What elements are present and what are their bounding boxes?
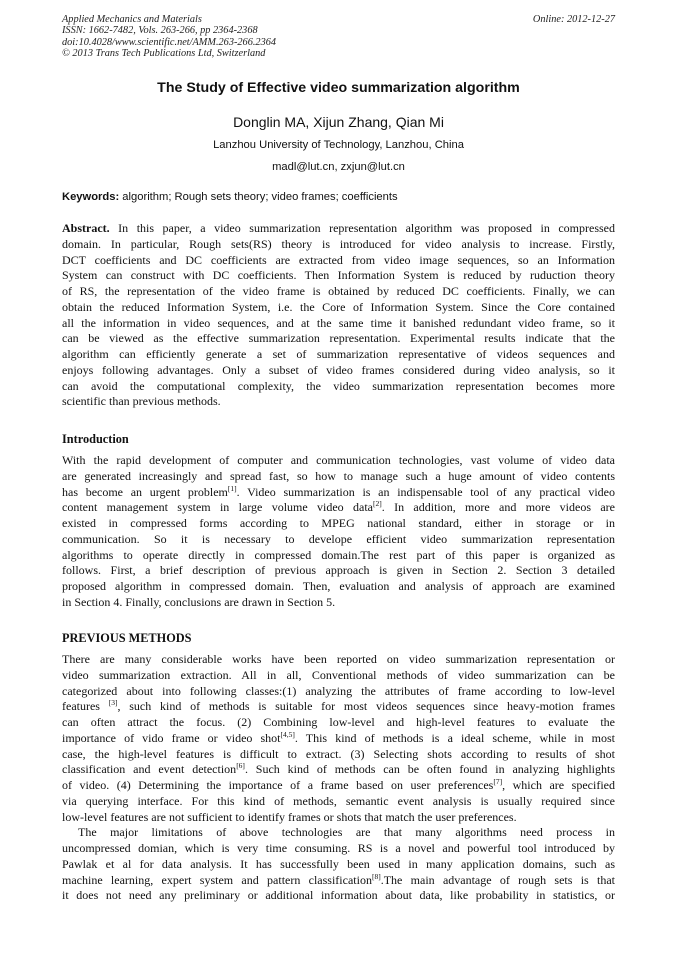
abstract-line: all the information in video sequences, and at the same time it banished redundant video frame, so it xyxy=(62,315,615,330)
abstract-line: System can construct with DC coefficients. Then Information System is reduced by ruduction theory xyxy=(62,268,615,283)
prev-line: classification and event detection[6]. Such kind of methods can be often found in analyzing highlights xyxy=(62,761,615,777)
paper-title: The Study of Effective video summarization algorithm xyxy=(157,80,520,96)
journal-name: Applied Mechanics and Materials xyxy=(62,14,202,25)
citation: [2] xyxy=(373,499,382,509)
intro-line: proposed algorithm in compressed domain. Then, evaluation and analysis of approach are examined xyxy=(62,579,615,593)
intro-line: existed in compressed forms according to MPEG national standard, either in storage or in xyxy=(62,516,615,530)
intro-line: algorithms to operate directly in compressed domain.The rest part of this paper is organized as xyxy=(62,547,615,562)
prev-line: can often attract the focus. (2) Combining low-level and high-level features to evaluate the xyxy=(62,715,615,729)
prev-line: case, the high-level features is difficult to extract. (3) Selecting shots according to results of shot xyxy=(62,746,615,761)
doi-line: doi:10.4028/www.scientific.net/AMM.263-266.2364 xyxy=(62,36,277,48)
abstract-line: can be viewed as the effective summarization representation. Experimental results indicate that the xyxy=(62,331,615,346)
abstract-line: scientific than previous methods. xyxy=(62,394,221,409)
citation: [6] xyxy=(236,761,245,771)
abstract-line: algorithm can efficiently generate a set of summarization representative of videos sequences and xyxy=(62,347,615,361)
citation: [1] xyxy=(227,483,237,493)
prev-line: categorized about into following classes:(1) analyzing the attributes of frame according to low-level xyxy=(62,683,615,698)
introduction-body xyxy=(62,453,615,611)
prev-line: uncompressed domian, which is very time consuming. RS is a novel and powerful tool introduced by xyxy=(62,841,615,855)
keywords-label: Keywords: xyxy=(62,191,120,203)
abstract-line: obtain the reduced Information System, i.e. the Core of Information System. Since the Core contained xyxy=(62,299,615,314)
prev-line: low-level features are not sufficient to identify frames or shots that match the user preferences. xyxy=(62,809,517,824)
prev-line: video summarization extraction. All in all, Conventional methods of video summarization can be xyxy=(62,667,615,682)
abstract-line: domain. In particular, Rough sets(RS) theory is introduced for video analysis to increase. Firstly, xyxy=(62,236,615,251)
paper-authors: Donglin MA, Xijun Zhang, Qian Mi xyxy=(233,114,444,130)
intro-line: in Section 4. Finally, conclusions are drawn in Section 5. xyxy=(62,594,336,609)
prev-line: Pawlak et al for data analysis. It has successfully been used in many application domains, such as xyxy=(62,856,615,871)
abstract-line: Abstract. In this paper, a video summarization representation algorithm was proposed in compressed xyxy=(62,221,615,235)
abstract-line: enjoys following advantages. Only a subset of video frames considered during video analysis, so it xyxy=(62,362,615,377)
prev-line: importance of vido frame or video shot[4,5]. This kind of methods is a ideal scheme, while in most xyxy=(62,729,615,745)
introduction-heading: Introduction xyxy=(62,432,129,446)
keywords-text: algorithm; Rough sets theory; video frames; coefficients xyxy=(119,191,398,203)
journal-header xyxy=(62,14,615,59)
prev-line: features [3], such kind of methods is suitable for most videos sequences since heavy-motion frames xyxy=(62,698,616,714)
author-emails: madl@lut.cn, zxjun@lut.cn xyxy=(272,161,405,173)
intro-line: are generated increasingly and spread fast, so how to manage such a huge amount of video contents xyxy=(62,468,615,483)
citation: [8] xyxy=(371,871,381,881)
issn-line: ISSN: 1662-7482, Vols. 263-266, pp 2364-2368 xyxy=(62,25,258,37)
affiliation: Lanzhou University of Technology, Lanzhou, China xyxy=(213,139,464,151)
abstract-label: Abstract. xyxy=(62,221,110,235)
prev-line: of video. (4) Determining the importance of a frame based on user preferences[7], which are specified xyxy=(62,777,615,792)
abstract xyxy=(62,221,615,410)
prev-line: machine learning, expert system and pattern classification[8].The main advantage of rough sets is that xyxy=(62,871,616,887)
prev-line: it does not need any preliminary or additional information about data, like probability in statistics, or xyxy=(62,888,615,903)
citation: [7] xyxy=(493,777,503,786)
previous-methods-heading: PREVIOUS METHODS xyxy=(62,631,192,645)
abstract-line: can avoid the computational complexity, the video summarization representation becomes more xyxy=(62,378,615,393)
intro-line: With the rapid development of computer and communication technologies, vast volume of video data xyxy=(62,453,615,467)
copyright-line: © 2013 Trans Tech Publications Ltd, Switzerland xyxy=(62,47,266,59)
intro-line: content management system in large volume video data[2]. In addition, more and more videos are xyxy=(62,499,615,515)
intro-line: has become an urgent problem[1]. Video summarization is an indispensable tool of any practical video xyxy=(62,483,615,499)
prev-line: There are many considerable works have been reported on video summarization representation or xyxy=(62,652,615,666)
previous-methods-body xyxy=(62,652,615,904)
intro-line: follows. First, a brief description of previous approach is given in Section 2. Section 3 detailed xyxy=(62,563,615,578)
citation: [3] xyxy=(108,698,118,708)
online-date: Online: 2012-12-27 xyxy=(532,14,615,25)
prev-line: via querying interface. For this kind of methods, semantic event analysis is usually required since xyxy=(62,793,615,808)
prev-line: The major limitations of above technologies are that many algorithms need process in xyxy=(78,825,615,840)
abstract-line: of RS, the representation of the video frame is obtained by reduced DC coefficients. Finally, we can xyxy=(62,284,615,298)
intro-line: communication. So it is necessary to develope efficient video summarization representation xyxy=(62,531,615,546)
abstract-line: DCT coefficients and DC coefficients are extracted from video image sequences, so an Information xyxy=(62,252,615,267)
citation: [4,5] xyxy=(280,729,295,739)
keywords xyxy=(62,191,615,203)
